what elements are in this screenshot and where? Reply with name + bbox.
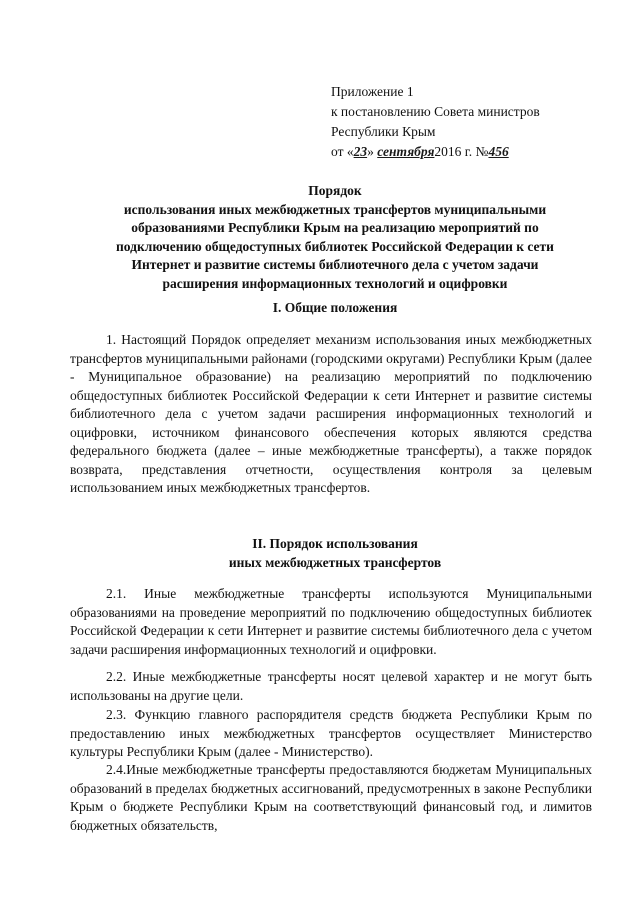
- paragraph: 1. Настоящий Порядок определяет механизм использования иных межбюджетных трансфертов муниципальными районами (городскими округами) Республики Крым (далее - Муниципальное образование) на реализацию мероприятий по подключению общедоступных библиотек Российской Федерации к сети Интернет и развитие системы библиотечного дела с учетом задачи расширения информационных технологий и оцифровки, источником финансового обеспечения которых являются средства федерального бюджета (далее – иные межбюджетные трансферты), а также порядок возврата, представления отчетности, осуществления контроля за целевым использованием иных межбюджетных трансфертов.: [70, 332, 592, 495]
- title-line: Интернет и развитие системы библиотечного дела с учетом задачи: [131, 257, 539, 272]
- date-prefix: от «: [331, 144, 354, 159]
- title-line: расширения информационных технологий и оцифровки: [162, 275, 508, 291]
- paragraph: 2.2. Иные межбюджетные трансферты носят целевой характер и не могут быть использованы на другие цели.: [70, 669, 592, 703]
- document-number: 456: [488, 144, 509, 159]
- title-line: образованиями Республики Крым на реализацию мероприятий по: [131, 220, 539, 235]
- appendix-region: Республики Крым: [331, 124, 436, 139]
- paragraph: 2.1. Иные межбюджетные трансферты используются Муниципальными образованиями на проведение мероприятий по подключению общедоступных библиотек Российской Федерации к сети Интернет и развитие системы библиотечного дела с учетом задачи расширения информационных технологий и оцифровки.: [70, 586, 592, 657]
- appendix-block: [331, 82, 540, 162]
- date-year: 2016 г. №: [434, 144, 489, 159]
- date-day: 23: [353, 144, 368, 159]
- appendix-ref: к постановлению Совета министров: [331, 104, 540, 119]
- title-line: подключению общедоступных библиотек Российской Федерации к сети: [116, 238, 554, 254]
- section-heading: II. Порядок использования: [252, 536, 418, 551]
- date-month: сентября: [377, 144, 435, 159]
- appendix-date-line: [331, 142, 540, 162]
- date-mid: »: [367, 144, 378, 159]
- paragraph: 2.4.Иные межбюджетные трансферты предоставляются бюджетам Муниципальных образований в пределах бюджетных ассигнований, предусмотренных в законе Республики Крым о бюджете Республики Крым на соответствующий финансовый год, и лимитов бюджетных обязательств,: [70, 762, 592, 833]
- title-line: использования иных межбюджетных трансфертов муниципальными: [123, 201, 547, 217]
- section-heading: I. Общие положения: [272, 300, 398, 315]
- title-line: Порядок: [308, 183, 362, 198]
- appendix-number: Приложение 1: [331, 84, 414, 99]
- paragraph: 2.3. Функцию главного распорядителя средств бюджета Республики Крым по предоставлению иных межбюджетных трансфертов осуществляет Министерство культуры Республики Крым (далее - Министерство).: [70, 707, 592, 759]
- section-heading: иных межбюджетных трансфертов: [228, 555, 442, 570]
- document-title: [60, 182, 610, 293]
